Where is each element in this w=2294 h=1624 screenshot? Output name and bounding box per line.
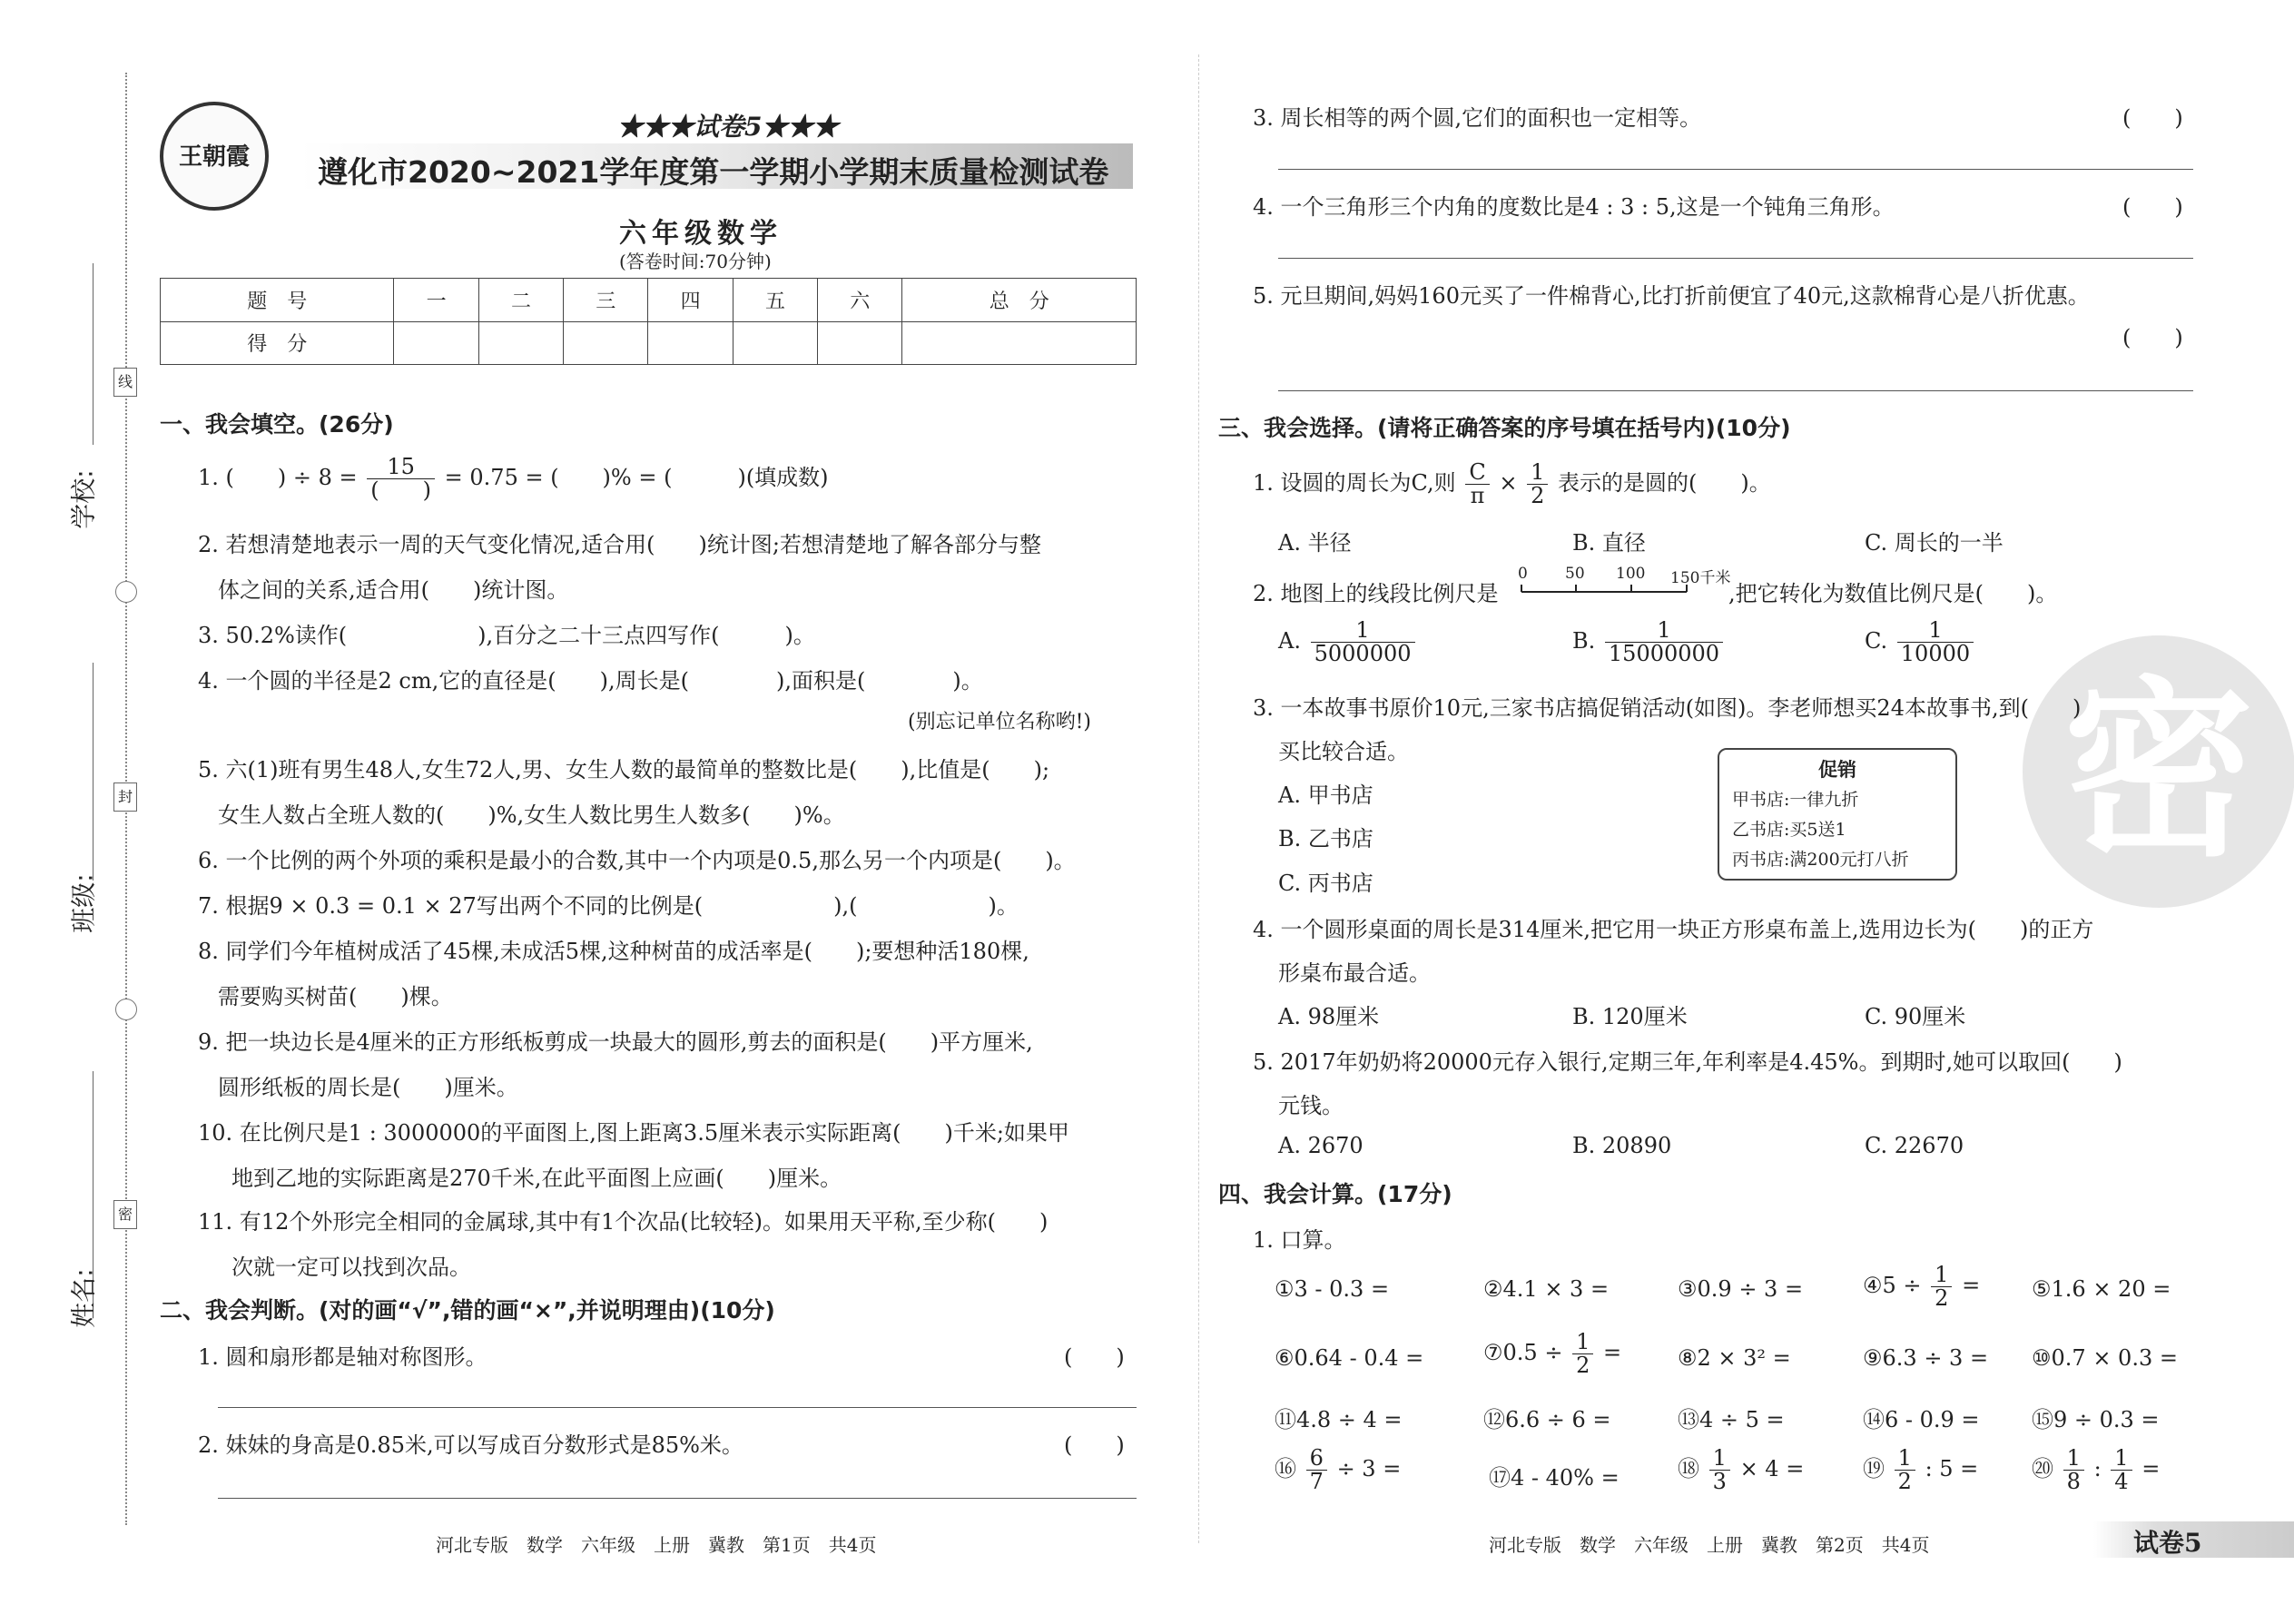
s3-q3-opt-b[interactable]: B. 乙书店 xyxy=(1278,826,1373,851)
s1-q6: 6. 一个比例的两个外项的乘积是最小的合数,其中一个内项是0.5,那么另一个内项是( )。 xyxy=(198,848,1076,873)
calc-20-num: ⑳ xyxy=(2032,1456,2053,1482)
calc-16-num: ⑯ xyxy=(1275,1456,1296,1482)
score-cell[interactable] xyxy=(478,321,563,365)
logo-seal xyxy=(160,102,269,211)
logo-text: 王朝霞 xyxy=(178,143,250,171)
calc-18-frac xyxy=(1709,1447,1730,1493)
promo-line-bing: 丙书店:满200元打八折 xyxy=(1732,850,1909,870)
calc-20-n1: 1 xyxy=(2063,1447,2084,1471)
score-cell[interactable] xyxy=(394,321,478,365)
calc-7-n: 1 xyxy=(1572,1331,1593,1354)
score-header-cell: 三 xyxy=(564,279,648,322)
s3-q2-opt-b-d: 15000000 xyxy=(1608,641,1720,667)
s2-q1-reason-line[interactable] xyxy=(218,1407,1137,1408)
s2-q3: 3. 周长相等的两个圆,它们的面积也一定相等。 xyxy=(1253,105,1702,131)
promo-box xyxy=(1718,748,1957,881)
calc-20 xyxy=(2032,1447,2160,1493)
s3-q2-opt-c-n: 1 xyxy=(1897,619,1974,643)
s3-q1-frac2 xyxy=(1527,461,1548,507)
calc-13: ⑬4 ÷ 5 = xyxy=(1678,1407,1785,1432)
s3-q5-opt-c[interactable]: C. 22670 xyxy=(1865,1133,1964,1158)
calc-20-d2: 4 xyxy=(2114,1469,2129,1495)
calc-4-frac xyxy=(1931,1264,1952,1310)
score-cell[interactable] xyxy=(648,321,733,365)
calc-7 xyxy=(1483,1331,1621,1377)
s3-q2-opt-c[interactable] xyxy=(1865,619,1976,665)
s3-q1-opt-a[interactable]: A. 半径 xyxy=(1278,530,1352,556)
s1-q8a: 8. 同学们今年植树成活了45棵,未成活5棵,这种树苗的成活率是( );要想种活180棵, xyxy=(198,939,1029,964)
s1-q11a: 11. 有12个外形完全相同的金属球,其中有1个次品(比较轻)。如果用天平称,至少称( ) xyxy=(198,1209,1049,1235)
s2-q1-answer[interactable]: ( ) xyxy=(1064,1344,1125,1370)
s3-q1-pre: 1. 设圆的周长为C,则 xyxy=(1253,470,1456,497)
s3-q5b: 元钱。 xyxy=(1278,1093,1344,1118)
scale-tick-50: 50 xyxy=(1565,565,1585,583)
s3-q3a: 3. 一本故事书原价10元,三家书店搞促销活动(如图)。李老师想买24本故事书,到( ) xyxy=(1253,695,2082,721)
s1-q7: 7. 根据9 × 0.3 = 0.1 × 27写出两个不同的比例是( ),( )。 xyxy=(198,893,1019,919)
calc-19 xyxy=(1863,1447,1978,1493)
calc-11: ⑪4.8 ÷ 4 = xyxy=(1275,1407,1403,1432)
calc-17: ⑰4 - 40% = xyxy=(1489,1465,1620,1491)
s3-q1-f2d: 2 xyxy=(1531,483,1545,509)
calc-1: ①3 - 0.3 = xyxy=(1275,1276,1390,1302)
class-label: 班级: xyxy=(68,873,99,933)
s1-q5b: 女生人数占全班人数的( )%,女生人数比男生人数多( )%。 xyxy=(218,802,845,828)
calc-18-post: × 4 = xyxy=(1739,1456,1805,1482)
footer-right: 河北专版 数学 六年级 上册 冀教 第2页 共4页 xyxy=(1489,1534,1930,1556)
promo-title: 促销 xyxy=(1818,759,1856,781)
s1-q1-fraction xyxy=(367,456,435,502)
s1-q2a: 2. 若想清楚地表示一周的天气变化情况,适合用( )统计图;若想清楚地了解各部分与整 xyxy=(198,532,1041,557)
exam-title: 遵化市2020~2021学年度第一学期小学期末质量检测试卷 xyxy=(318,154,1109,190)
class-line xyxy=(93,663,94,881)
promo-line-jia: 甲书店:一律九折 xyxy=(1732,790,1859,810)
s2-q5-answer[interactable]: ( ) xyxy=(2122,325,2183,350)
s1-q9b: 圆形纸板的周长是( )厘米。 xyxy=(218,1075,518,1100)
calc-16-post: ÷ 3 = xyxy=(1336,1456,1402,1482)
calc-15: ⑮9 ÷ 0.3 = xyxy=(2032,1407,2160,1432)
section3-title: 三、我会选择。(请将正确答案的序号填在括号内)(10分) xyxy=(1218,415,1791,441)
s3-q1 xyxy=(1253,461,1771,507)
seal-mi: 密 xyxy=(113,1200,137,1229)
section1-title: 一、我会填空。(26分) xyxy=(160,411,394,438)
calc-20-frac1 xyxy=(2063,1447,2084,1493)
s3-q2-opt-c-d: 10000 xyxy=(1900,641,1971,667)
calc-9: ⑨6.3 ÷ 3 = xyxy=(1863,1345,1989,1371)
subject-title: 六年级数学 xyxy=(619,218,783,250)
scale-tick-0: 0 xyxy=(1518,565,1528,583)
s2-q3-answer[interactable]: ( ) xyxy=(2122,105,2183,131)
calc-4-d: 2 xyxy=(1935,1285,1949,1312)
s3-q2-pre: 2. 地图上的线段比例尺是 xyxy=(1253,581,1499,606)
s1-q1 xyxy=(198,456,829,502)
s1-q2b: 体之间的关系,适合用( )统计图。 xyxy=(218,577,569,603)
calc-5: ⑤1.6 × 20 = xyxy=(2032,1276,2171,1302)
calc-2: ②4.1 × 3 = xyxy=(1483,1276,1610,1302)
page-divider xyxy=(1198,54,1199,1543)
s3-q1-f1n: C xyxy=(1465,461,1489,485)
seal-feng: 封 xyxy=(113,782,137,812)
name-label: 姓名: xyxy=(68,1268,99,1328)
score-header-cell: 四 xyxy=(648,279,733,322)
paper-badge: ★★★试卷5★★★ xyxy=(617,112,839,142)
s3-q2-opt-a[interactable] xyxy=(1278,619,1418,665)
calc-7-frac xyxy=(1572,1331,1593,1377)
calc-18-num: ⑱ xyxy=(1678,1456,1699,1482)
s1-q4: 4. 一个圆的半径是2 cm,它的直径是( ),周长是( ),面积是( )。 xyxy=(198,668,983,694)
s2-q2: 2. 妹妹的身高是0.85米,可以写成百分数形式是85%米。 xyxy=(198,1432,743,1458)
time-note: (答卷时间:70分钟) xyxy=(619,251,772,272)
s3-q1-f2n: 1 xyxy=(1527,461,1548,485)
s3-q1-opt-c[interactable]: C. 周长的一半 xyxy=(1865,530,2004,556)
s1-q1-post: = 0.75 = ( )% = ( )(填成数) xyxy=(444,465,829,491)
s2-q2-reason-line[interactable] xyxy=(218,1498,1137,1499)
binding-hole-icon xyxy=(115,999,137,1020)
calc-16-n: 6 xyxy=(1306,1447,1327,1471)
calc-4-n: 1 xyxy=(1931,1264,1952,1287)
calc-18 xyxy=(1678,1447,1804,1493)
s3-q2-opt-b-frac xyxy=(1605,619,1723,665)
s3-q2-opt-b-n: 1 xyxy=(1605,619,1723,643)
score-cell[interactable] xyxy=(818,321,902,365)
s1-q8b: 需要购买树苗( )棵。 xyxy=(218,984,453,1009)
s3-q2-opt-c-label: C. xyxy=(1865,628,1888,655)
calc-16-d: 7 xyxy=(1309,1469,1324,1495)
calc-19-frac xyxy=(1895,1447,1915,1493)
calc-19-n: 1 xyxy=(1895,1447,1915,1471)
score-header-cell: 一 xyxy=(394,279,478,322)
s2-q3-reason-line[interactable] xyxy=(1278,169,2193,170)
s2-q2-answer[interactable]: ( ) xyxy=(1064,1432,1125,1458)
s1-q9a: 9. 把一块边长是4厘米的正方形纸板剪成一块最大的圆形,剪去的面积是( )平方厘米, xyxy=(198,1029,1033,1055)
s1-q1-pre: 1. ( ) ÷ 8 = xyxy=(198,465,358,491)
s3-q2-post: ,把它转化为数值比例尺是( )。 xyxy=(1728,581,2058,606)
s2-q5: 5. 元旦期间,妈妈160元买了一件棉背心,比打折前便宜了40元,这款棉背心是八折优惠。 xyxy=(1253,283,2090,309)
s3-q2-opt-b-label: B. xyxy=(1572,628,1596,655)
s3-q5a: 5. 2017年奶奶将20000元存入银行,定期三年,年利率是4.45%。到期时,她可以取回( ) xyxy=(1253,1049,2122,1075)
s3-q1-frac1 xyxy=(1465,461,1489,507)
score-row-label: 得 分 xyxy=(161,321,394,365)
s3-q4a: 4. 一个圆形桌面的周长是314厘米,把它用一块正方形桌布盖上,选用边长为( )的正方 xyxy=(1253,917,2094,942)
s3-q1-times: × xyxy=(1499,470,1518,497)
s3-q4-opt-b[interactable]: B. 120厘米 xyxy=(1572,1004,1688,1029)
seal-xian: 线 xyxy=(113,368,137,397)
s3-q2-opt-a-d: 5000000 xyxy=(1314,641,1412,667)
calc-20-post: = xyxy=(2141,1456,2161,1482)
s1-q10b: 地到乙地的实际距离是270千米,在此平面图上应画( )厘米。 xyxy=(231,1166,842,1191)
calc-12: ⑫6.6 ÷ 6 = xyxy=(1483,1407,1611,1432)
calc-14: ⑭6 - 0.9 = xyxy=(1863,1407,1980,1432)
calc-16 xyxy=(1275,1447,1401,1493)
s1-q1-num: 15 xyxy=(367,456,435,479)
s3-q1-f1d: π xyxy=(1470,483,1485,509)
s1-q5a: 5. 六(1)班有男生48人,女生72人,男、女生人数的最简单的整数比是( ),比值是( ); xyxy=(198,757,1050,782)
calc-6: ⑥0.64 - 0.4 = xyxy=(1275,1345,1424,1371)
s3-q2-opt-a-label: A. xyxy=(1278,628,1301,655)
s3-q5-opt-b[interactable]: B. 20890 xyxy=(1572,1133,1672,1158)
school-label: 学校: xyxy=(68,469,99,529)
s1-q1-den[interactable]: ( ) xyxy=(370,477,432,504)
s3-q4b: 形桌布最合适。 xyxy=(1278,960,1431,986)
s3-q2-opt-a-n: 1 xyxy=(1311,619,1415,643)
section2-title: 二、我会判断。(对的画“√”,错的画“×”,并说明理由)(10分) xyxy=(160,1297,775,1324)
score-cell[interactable] xyxy=(733,321,817,365)
s1-q11b: 次就一定可以找到次品。 xyxy=(231,1255,471,1280)
calc-20-d1: 8 xyxy=(2066,1469,2081,1495)
s3-q3b: 买比较合适。 xyxy=(1278,739,1409,764)
score-cell[interactable] xyxy=(564,321,648,365)
binding-hole-icon xyxy=(115,581,137,603)
calc-19-num: ⑲ xyxy=(1863,1456,1885,1482)
school-line xyxy=(93,263,94,445)
s3-q3-opt-a[interactable]: A. 甲书店 xyxy=(1278,782,1373,808)
score-table xyxy=(160,278,1137,365)
watermark-mi: 密 xyxy=(2023,635,2294,908)
calc-20-mid: : xyxy=(2093,1456,2102,1482)
s3-q4-opt-c[interactable]: C. 90厘米 xyxy=(1865,1004,1966,1029)
promo-line-yi: 乙书店:买5送1 xyxy=(1732,820,1846,840)
s3-q4-opt-a[interactable]: A. 98厘米 xyxy=(1278,1004,1380,1029)
s1-q3: 3. 50.2%读作( ),百分之二十三点四写作( )。 xyxy=(198,623,815,648)
s3-q2-opt-c-frac xyxy=(1897,619,1974,665)
s3-q5-opt-a[interactable]: A. 2670 xyxy=(1278,1133,1364,1158)
score-header-cell: 总 分 xyxy=(902,279,1137,322)
score-header-cell: 二 xyxy=(478,279,563,322)
s2-q1: 1. 圆和扇形都是轴对称图形。 xyxy=(198,1344,487,1370)
score-header-cell: 题 号 xyxy=(161,279,394,322)
s3-q1-opt-b[interactable]: B. 直径 xyxy=(1572,530,1646,556)
s3-q3-opt-c[interactable]: C. 丙书店 xyxy=(1278,871,1373,896)
calc-7-eq: = xyxy=(1602,1340,1622,1366)
scale-tick-100: 100 xyxy=(1616,565,1646,583)
calc-16-frac xyxy=(1306,1447,1327,1493)
calc-18-d: 3 xyxy=(1712,1469,1727,1495)
calc-4-eq: = xyxy=(1962,1273,1981,1299)
score-header-cell: 五 xyxy=(733,279,817,322)
score-header-cell: 六 xyxy=(818,279,902,322)
footer-left: 河北专版 数学 六年级 上册 冀教 第1页 共4页 xyxy=(436,1534,877,1556)
calc-7-d: 2 xyxy=(1576,1353,1590,1379)
calc-10: ⑩0.7 × 0.3 = xyxy=(2032,1345,2178,1371)
calc-20-frac2 xyxy=(2111,1447,2132,1493)
s2-q4-reason-line[interactable] xyxy=(1278,258,2193,259)
calc-19-d: 2 xyxy=(1897,1469,1912,1495)
s4-sub1: 1. 口算。 xyxy=(1253,1227,1346,1253)
calc-4-pre: ④5 ÷ xyxy=(1863,1273,1922,1299)
calc-20-n2: 1 xyxy=(2111,1447,2132,1471)
calc-3: ③0.9 ÷ 3 = xyxy=(1678,1276,1804,1302)
calc-7-pre: ⑦0.5 ÷ xyxy=(1483,1340,1563,1366)
s1-q4-note: (别忘记单位名称哟!) xyxy=(908,711,1092,733)
s2-q5-reason-line[interactable] xyxy=(1278,390,2193,391)
s2-q4: 4. 一个三角形三个内角的度数比是4 : 3 : 5,这是一个钝角三角形。 xyxy=(1253,194,1895,220)
footer-badge: 试卷5 xyxy=(2133,1528,2202,1558)
s2-q4-answer[interactable]: ( ) xyxy=(2122,194,2183,220)
scale-tick-150: 150千米 xyxy=(1670,569,1731,587)
s3-q2-opt-a-frac xyxy=(1311,619,1415,665)
s3-q2-opt-b[interactable] xyxy=(1572,619,1726,665)
s3-q1-post: 表示的是圆的( )。 xyxy=(1558,470,1771,497)
score-cell[interactable] xyxy=(902,321,1137,365)
scale-bar xyxy=(1518,565,1736,601)
calc-8: ⑧2 × 3² = xyxy=(1678,1345,1791,1371)
calc-19-post: : 5 = xyxy=(1925,1456,1979,1482)
calc-4 xyxy=(1863,1264,1980,1310)
s1-q10a: 10. 在比例尺是1 : 3000000的平面图上,图上距离3.5厘米表示实际距离( )千米;如果甲 xyxy=(198,1120,1069,1146)
section4-title: 四、我会计算。(17分) xyxy=(1218,1181,1452,1207)
calc-18-n: 1 xyxy=(1709,1447,1730,1471)
